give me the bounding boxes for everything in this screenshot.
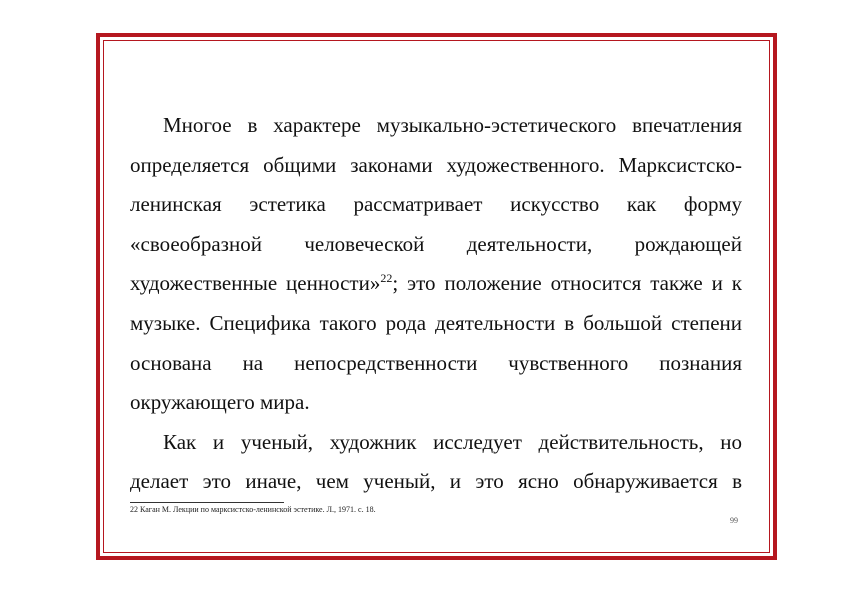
- text-line: [130, 264, 742, 304]
- body-text: [130, 106, 742, 502]
- page-number: 99: [730, 516, 738, 525]
- text-line: основана на непосредственности чувственного познания: [130, 350, 742, 375]
- text-line: «своеобразной человеческой деятельности, рождающей: [130, 231, 742, 256]
- footnote-separator: [130, 502, 284, 503]
- text-line: Многое в характере музыкально-эстетического впечатления: [163, 113, 742, 137]
- footnote: 22 Каган М. Лекции по марксистско-ленинской эстетике. Л., 1971. с. 18.: [130, 505, 376, 514]
- text-line: музыке. Специфика такого рода деятельности в большой степени: [130, 310, 742, 335]
- text-line: ленинская эстетика рассматривает искусство как форму: [130, 192, 742, 217]
- text-run: ; это положение относится также и к: [392, 271, 742, 296]
- text-line: делает это иначе, чем ученый, и это ясно обнаруживается в: [130, 469, 742, 494]
- text-line: определяется общими законами художественного. Марксистско-: [130, 152, 742, 177]
- text-run: художественные ценности»: [130, 271, 381, 296]
- text-line: окружающего мира.: [130, 390, 310, 415]
- footnote-ref: 22: [380, 271, 393, 286]
- text-line: Как и ученый, художник исследует действительность, но: [163, 429, 742, 454]
